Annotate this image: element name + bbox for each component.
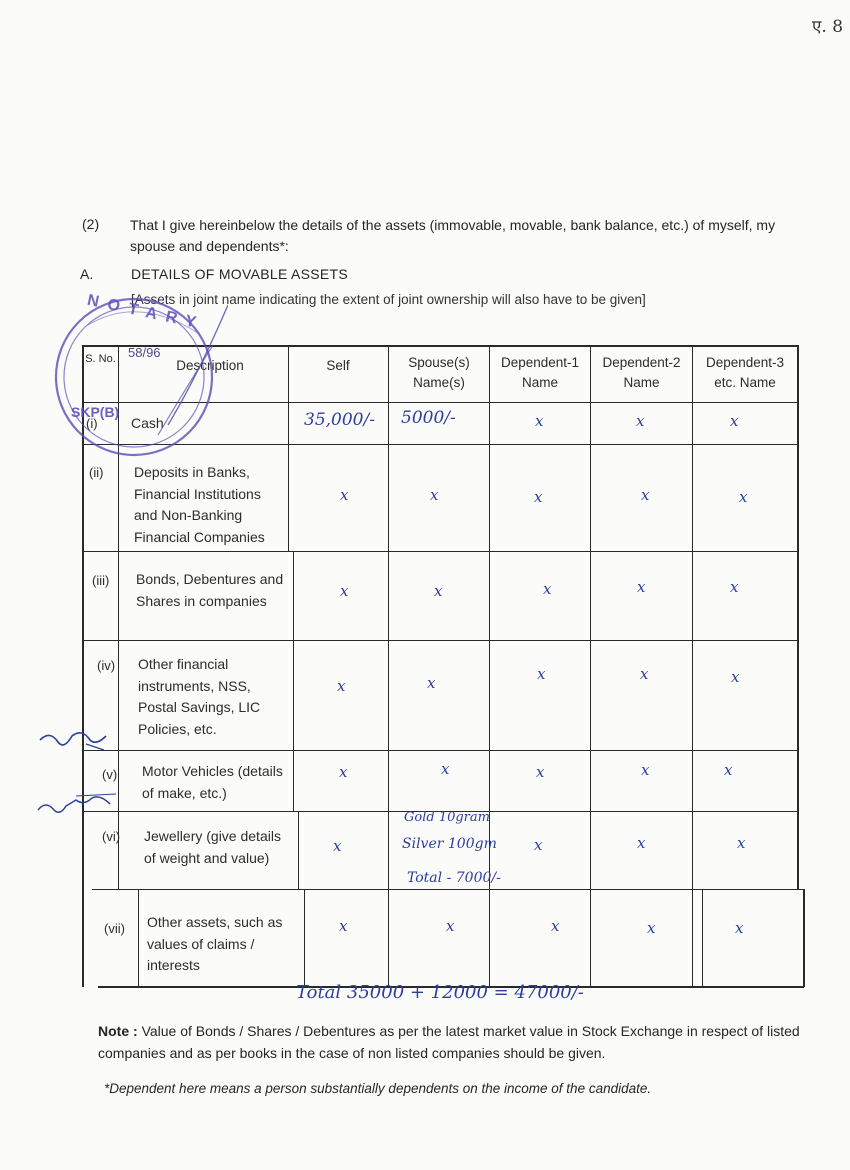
page-corner-mark: ए. 8 (812, 17, 844, 37)
deposits-d1-mark: x (534, 488, 543, 506)
row-description: Deposits in Banks, Financial Institutions and Non-Banking Financial Companies (134, 464, 265, 545)
deposits-d2-mark: x (641, 486, 650, 504)
deposits-spouse-mark: x (430, 486, 439, 504)
row-description: Bonds, Debentures and Shares in companies (136, 571, 284, 609)
bonds-spouse-mark: x (434, 582, 443, 600)
header-spouse: Spouse(s) Name(s) (408, 355, 470, 390)
header-dependent-2: Dependent-2 Name (602, 355, 681, 390)
row-no: (vii) (104, 921, 125, 936)
note-label: Note : (98, 1023, 138, 1039)
row-no: (v) (102, 767, 118, 782)
header-sno: S. No. (85, 353, 116, 365)
header-dependent-3: Dependent-3 etc. Name (705, 355, 785, 390)
vehicles-spouse-mark: x (441, 760, 450, 778)
cash-d1-mark: x (535, 412, 544, 430)
section-subtitle: [Assets in joint name indicating the extent of joint ownership will also have to be given] (131, 292, 646, 307)
row-description: Motor Vehicles (details of make, etc.) (142, 763, 283, 801)
other-fin-self-mark: x (337, 677, 346, 695)
row-no: (iii) (92, 573, 110, 588)
footnote: *Dependent here means a person substantially dependents on the income of the candidate. (104, 1081, 652, 1096)
other-assets-self-mark: x (339, 917, 348, 935)
bonds-d2-mark: x (637, 578, 646, 596)
stamp-label: NOTARY (85, 291, 207, 334)
other-assets-spouse-mark: x (446, 917, 455, 935)
bonds-d1-mark: x (543, 580, 552, 598)
other-fin-spouse-mark: x (427, 674, 436, 692)
other-assets-d3-mark: x (735, 919, 744, 937)
header-description: Description (176, 358, 244, 373)
other-fin-d3-mark: x (731, 668, 740, 686)
row-no: (i) (86, 416, 98, 431)
cash-d3-mark: x (730, 412, 739, 430)
stamp-reg-number: 58/96 (128, 345, 161, 360)
margin-signature (36, 724, 126, 824)
other-fin-d2-mark: x (640, 665, 649, 683)
jewellery-d1-mark: x (534, 836, 543, 854)
deposits-self-mark: x (340, 486, 349, 504)
deposits-d3-mark: x (739, 488, 748, 506)
row-description: Other financial instruments, NSS, Postal Savings, LIC Policies, etc. (138, 656, 261, 737)
other-assets-d1-mark: x (551, 917, 560, 935)
stamp-place: SKP(B) (71, 404, 120, 420)
header-dependent-1: Dependent-1 Name (500, 355, 580, 390)
jewellery-total: Total - 7000/- (407, 870, 501, 886)
jewellery-d3-mark: x (737, 834, 746, 852)
vehicles-d3-mark: x (724, 761, 733, 779)
vehicles-d1-mark: x (536, 763, 545, 781)
note-text: Value of Bonds / Shares / Debentures as per the latest market value in Stock Exchange in respect of listed companies and as per books in the case of non listed companies should be given. (98, 1023, 800, 1061)
other-assets-d2-mark: x (647, 919, 656, 937)
bonds-d3-mark: x (730, 578, 739, 596)
cash-spouse-value: 5000/- (401, 408, 456, 428)
jewellery-d2-mark: x (637, 834, 646, 852)
handwritten-total: Total 35000 + 12000 = 47000/- (296, 982, 584, 1003)
row-description: Cash (131, 415, 164, 431)
jewellery-self-mark: x (333, 837, 342, 855)
section-letter: A. (80, 266, 94, 282)
note-paragraph (98, 1020, 818, 1064)
intro-paragraph: That I give hereinbelow the details of the assets (immovable, movable, bank balance, etc.) of myself, my spouse and dependents*: (130, 217, 776, 254)
vehicles-d2-mark: x (641, 761, 650, 779)
row-description: Other assets, such as values of claims / interests (147, 914, 283, 973)
row-no: (ii) (89, 465, 104, 480)
cash-d2-mark: x (636, 412, 645, 430)
row-no: (iv) (97, 658, 116, 673)
vehicles-self-mark: x (339, 763, 348, 781)
other-fin-d1-mark: x (537, 665, 546, 683)
jewellery-silver: Silver 100gm (402, 836, 497, 852)
header-self: Self (326, 358, 350, 373)
cash-self-value: 35,000/- (304, 410, 375, 430)
section-title: DETAILS OF MOVABLE ASSETS (131, 266, 349, 282)
bonds-self-mark: x (340, 582, 349, 600)
jewellery-gold: Gold 10gram (404, 810, 490, 825)
item-number: (2) (82, 216, 100, 232)
row-no: (vi) (102, 829, 121, 844)
row-description: Jewellery (give details of weight and value) (144, 828, 281, 866)
